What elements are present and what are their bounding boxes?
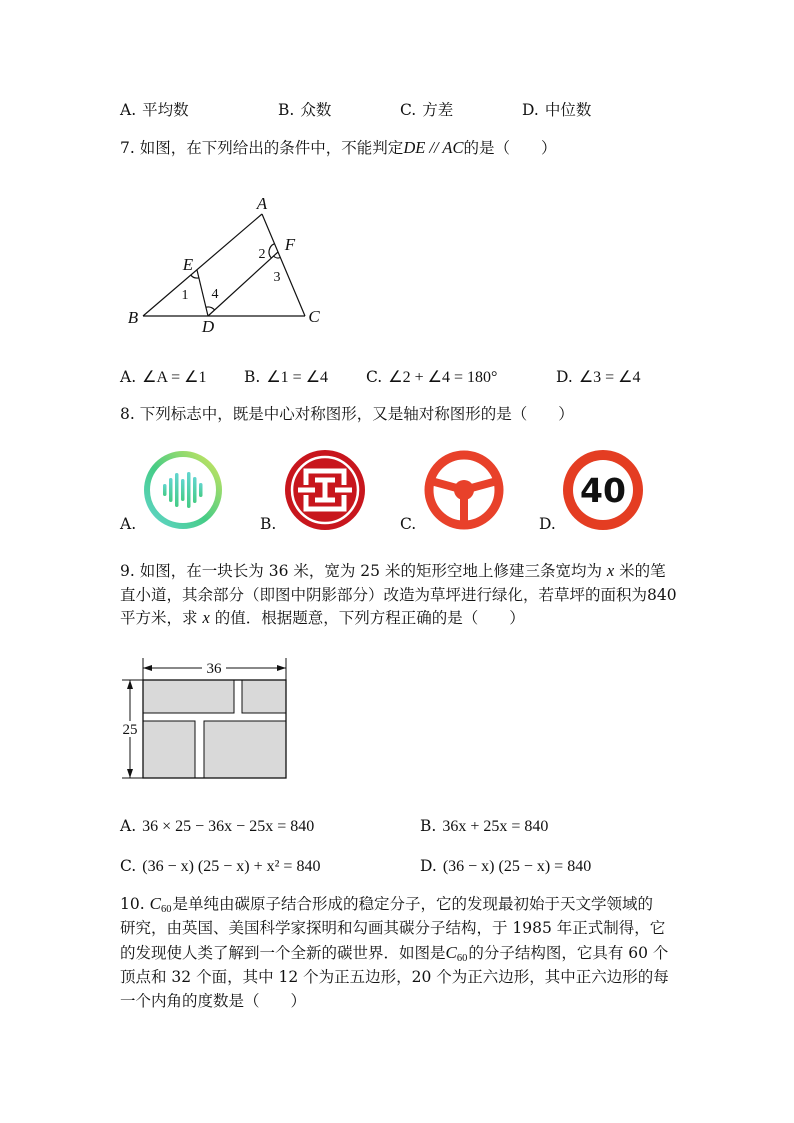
angle-1-arc	[191, 275, 199, 278]
side-ac	[262, 214, 305, 316]
arrowhead-bottom	[127, 769, 133, 778]
option-text: 平均数	[142, 101, 189, 119]
q6-option-d	[522, 101, 591, 119]
arrowhead-right	[277, 665, 286, 671]
q10-stem-line-3	[120, 944, 668, 968]
option-label: B.	[278, 101, 295, 119]
angle-label-4: 4	[211, 287, 219, 302]
question-number: 7.	[120, 139, 135, 157]
vertex-label-d: D	[201, 317, 215, 336]
q9-option-c	[120, 857, 320, 876]
sound-bar	[193, 477, 197, 503]
stem-text: 的发现使人类了解到一个全新的碳世界．如图是	[120, 944, 446, 962]
q9-stem-line-2: 直小道，其余部分（即图中阴影部分）改造为草坪进行绿化，若草坪的面积为840	[120, 586, 677, 604]
angle-4-arc	[206, 307, 215, 310]
option-label: C.	[120, 857, 137, 875]
q8-option-label-d: D.	[539, 515, 556, 533]
option-label: C.	[366, 368, 383, 386]
option-text: 中位数	[544, 101, 592, 119]
stem-text: 平方米，求	[120, 609, 203, 627]
steering-wheel-sign	[422, 448, 506, 532]
q7-option-c	[366, 368, 497, 387]
angle-label-2: 2	[258, 247, 266, 262]
lawn-block-top-left	[143, 680, 234, 713]
variable-x: x	[606, 561, 615, 580]
option-text: (36 − x) (25 − x) + x² = 840	[142, 858, 321, 875]
vertex-label-b: B	[127, 308, 139, 327]
q10-stem-line-1	[120, 895, 653, 919]
width-label: 25	[122, 722, 138, 738]
option-text: ∠1 = ∠4	[266, 369, 329, 386]
sound-bar	[175, 473, 179, 507]
bank-logo	[283, 448, 367, 532]
q9-option-d	[420, 857, 591, 876]
formula-c60-base: C	[149, 894, 161, 913]
vertex-label-f: F	[284, 235, 296, 254]
option-label: C.	[400, 101, 417, 119]
q7-option-a	[120, 368, 207, 387]
formula-c60-subscript: 60	[456, 953, 468, 964]
lawn-block-bottom-right	[204, 721, 286, 778]
lawn-block-bottom-left	[143, 721, 195, 778]
q10-stem-line-2: 研究，由英国、美国科学家探明和勾画其碳分子结构，于 1985 年正式制得，它	[120, 919, 666, 937]
option-label: D.	[556, 368, 573, 386]
variable-x: x	[202, 608, 210, 627]
option-text: 36x + 25x = 840	[442, 818, 549, 835]
stem-text: 如图，在下列给出的条件中，不能判定	[139, 139, 404, 157]
segment-df	[208, 252, 278, 316]
angle-label-1: 1	[181, 288, 189, 303]
q8-option-label-b: B.	[260, 515, 277, 533]
sound-wave-ring-logo	[141, 448, 225, 532]
stem-math: DE // AC	[403, 138, 464, 157]
length-label: 36	[206, 661, 222, 677]
sound-bar	[187, 472, 191, 508]
q7-option-b	[244, 368, 328, 387]
stem-text: 下列标志中，既是中心对称图形，又是轴对称图形的是（ ）	[139, 405, 574, 423]
segment-ed	[197, 270, 208, 316]
q6-option-b	[278, 101, 331, 119]
q9-stem-line-3	[120, 609, 525, 627]
q9-option-a	[120, 817, 314, 836]
angle-label-3: 3	[273, 270, 281, 285]
q6-option-a	[120, 101, 189, 119]
option-text: 方差	[422, 101, 454, 119]
option-text: (36 − x) (25 − x) = 840	[442, 858, 592, 875]
arrowhead-top	[127, 680, 133, 689]
arrowhead-left	[143, 665, 152, 671]
question-number: 9.	[120, 562, 135, 580]
option-label: B.	[420, 817, 437, 835]
stem-text: 的值．根据题意，下列方程正确的是（ ）	[209, 609, 525, 627]
q9-stem-line-1	[120, 562, 666, 580]
option-text: ∠3 = ∠4	[578, 369, 641, 386]
vertex-label-c: C	[308, 307, 320, 326]
q10-stem-line-4: 顶点和 32 个面，其中 12 个为正五边形，20 个为正六边形，其中正六边形的每	[120, 968, 669, 986]
q7-triangle-figure	[115, 190, 330, 340]
wheel-hub	[454, 480, 474, 500]
q6-option-c	[400, 101, 453, 119]
sound-bar	[181, 479, 185, 501]
option-label: A.	[120, 368, 137, 386]
option-text: 36 × 25 − 36x − 25x = 840	[142, 818, 315, 835]
option-text: ∠2 + ∠4 = 180°	[388, 369, 498, 386]
q7-stem	[120, 139, 557, 157]
vertex-label-e: E	[182, 255, 194, 274]
option-label: D.	[522, 101, 539, 119]
sound-bar	[163, 484, 167, 496]
stem-text: 米的笔	[614, 562, 666, 580]
q9-option-b	[420, 817, 548, 836]
sound-bar	[199, 483, 203, 497]
option-label: A.	[120, 817, 137, 835]
option-label: B.	[244, 368, 261, 386]
option-label: D.	[420, 857, 437, 875]
stem-text: 如图，在一块长为 36 米，宽为 25 米的矩形空地上修建三条宽均为	[139, 562, 607, 580]
q8-option-label-c: C.	[400, 515, 417, 533]
question-number: 8.	[120, 405, 135, 423]
stem-text: 的分子结构图，它具有 60 个	[468, 944, 669, 962]
stem-text: 是单纯由碳原子结合形成的稳定分子，它的发现最初始于天文学领域的	[172, 895, 654, 913]
q8-option-label-a: A.	[120, 515, 137, 533]
formula-c60-subscript: 60	[161, 904, 172, 915]
q7-option-d	[556, 368, 641, 387]
speed-limit-sign	[561, 448, 645, 532]
side-ab	[143, 214, 262, 316]
option-text: 众数	[300, 101, 332, 119]
option-text: ∠A = ∠1	[142, 369, 207, 386]
q9-rectangle-figure	[115, 652, 295, 784]
speed-limit-number: 40	[580, 471, 626, 510]
question-number: 10.	[120, 895, 145, 913]
q10-stem-line-5: 一个内角的度数是（ ）	[120, 992, 307, 1010]
q8-stem	[120, 405, 574, 423]
sound-bar	[169, 478, 173, 502]
stem-text: 的是（ ）	[463, 139, 557, 157]
formula-c60-base: C	[445, 943, 457, 962]
lawn-block-top-right	[242, 680, 286, 713]
vertex-label-a: A	[256, 194, 268, 213]
option-label: A.	[120, 101, 137, 119]
